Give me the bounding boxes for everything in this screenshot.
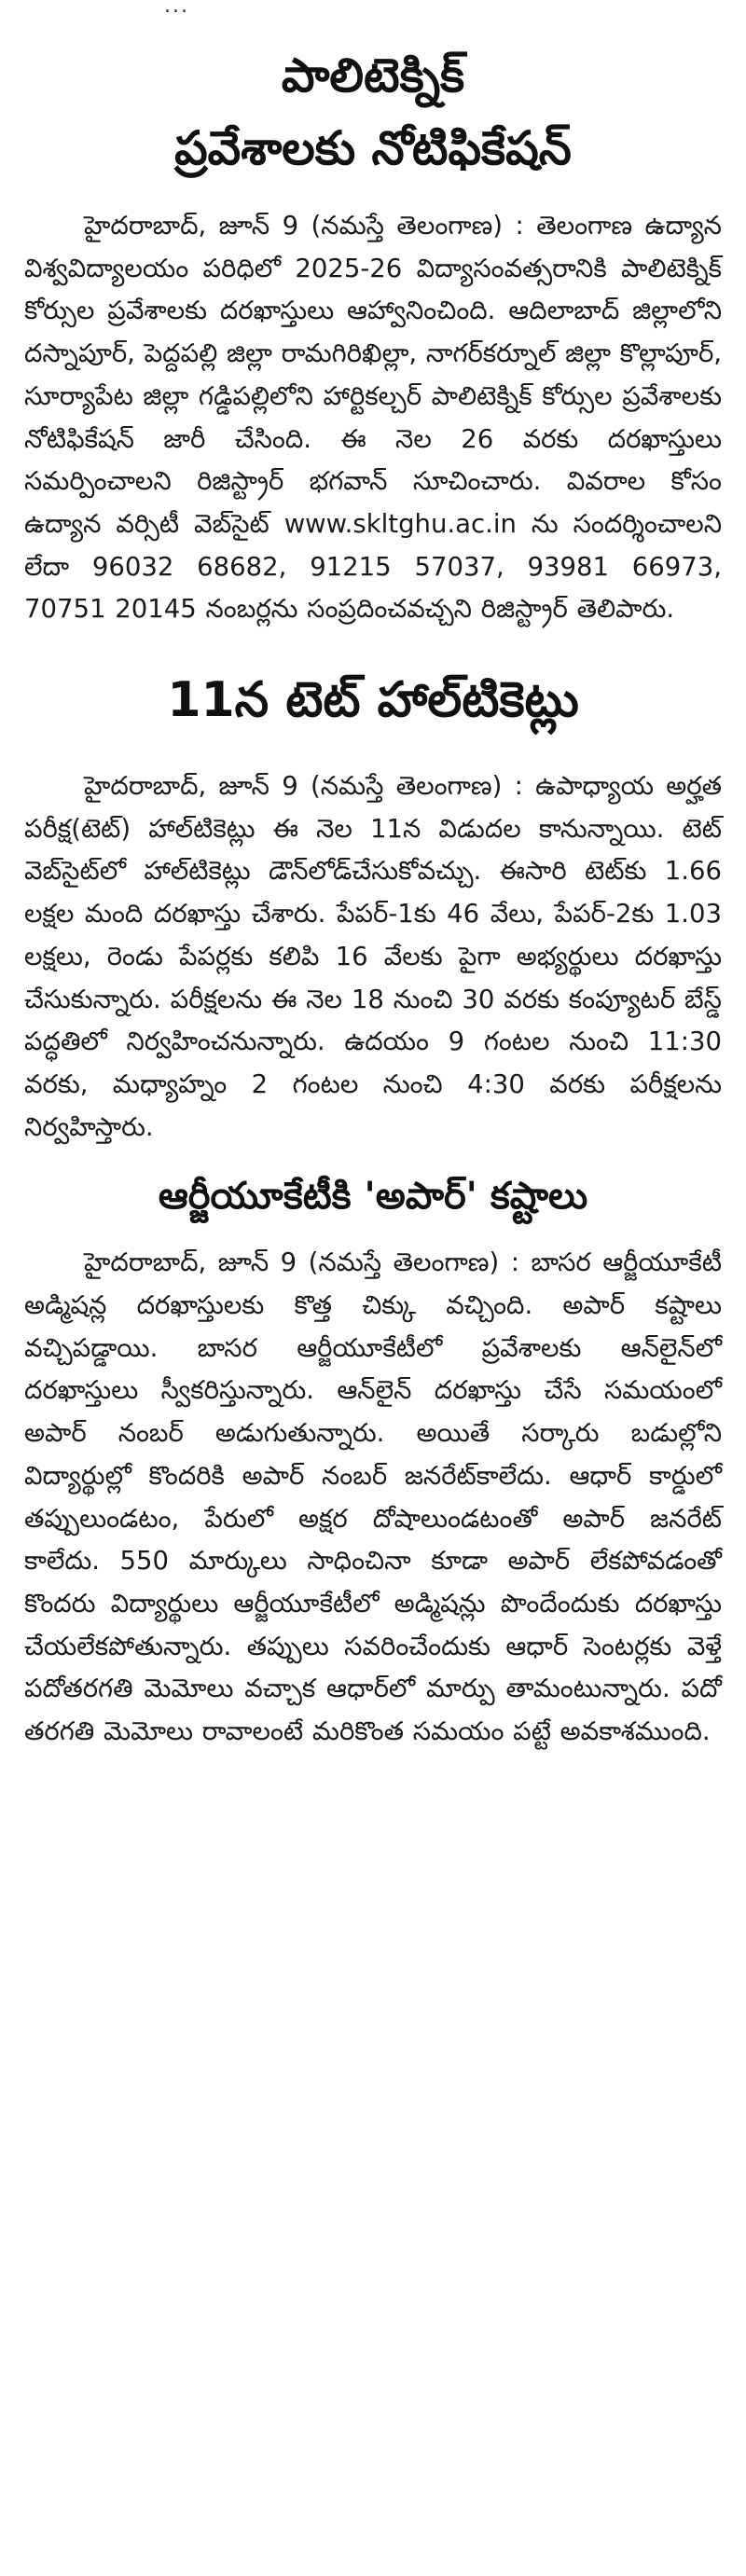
- article-rgukt: [24, 1164, 722, 1753]
- article-tet: [24, 663, 722, 1149]
- headline-polytechnic-line2: ప్రవేశాలకు నోటిఫికేషన్: [174, 121, 572, 175]
- headline-polytechnic-line1: పాలిటెక్నిక్: [281, 48, 465, 103]
- article-body-rgukt: హైదరాబాద్, జూన్ 9 (నమస్తే తెలంగాణ) : బాసర ఆర్జీయూకేటీ అడ్మిషన్ల దరఖాస్తులకు కొత్త చిక్కు వచ్చింది. అపార్ కష్టాలు వచ్చిపడ్డాయి. బాసర ఆర్జీయూకేటీలో ప్రవేశాలకు ఆన్‌లైన్‌లో దరఖాస్తులు స్వీకరిస్తున్నారు. ఆన్‌లైన్ దరఖాస్తు చేసే సమయంలో అపార్ నంబర్ అడుగుతున్నారు. అయితే సర్కారు బడుల్లోని విద్యార్థుల్లో కొందరికి అపార్ నంబర్ జనరేట్‌కాలేదు. ఆధార్ కార్డులో తప్పులుండటం, పేరులో అక్షర దోషాలుండటంతో అపార్ జనరేట్ కాలేదు. 550 మార్కులు సాధించినా కూడా అపార్ లేకపోవడంతో కొందరు విద్యార్థులు ఆర్జీయూకేటీలో అడ్మిషన్లు పొందేందుకు దరఖాస్తు చేయలేకపోతున్నారు. తప్పులు సవరించేందుకు ఆధార్ సెంటర్లకు వెళ్తే పదోతరగతి మెమోలు వచ్చాక ఆధార్‌లో మార్పు తామంటున్నారు. పదో తరగతి మెమోలు రావాలంటే మరికొంత సమయం పట్టే అవకాశముంది.: [24, 1247, 722, 1747]
- headline-tet: 11న టెట్ హాల్‌టికెట్లు: [167, 672, 579, 729]
- article-body-polytechnic: హైదరాబాద్, జూన్ 9 (నమస్తే తెలంగాణ) : తెలంగాణ ఉద్యాన విశ్వవిద్యాలయం పరిధిలో 2025-26 విద్యాసంవత్సరానికి పాలిటెక్నిక్ కోర్సుల ప్రవేశాలకు దరఖాస్తులు ఆహ్వానించింది. ఆదిలాబాద్ జిల్లాలోని దస్నాపూర్, పెద్దపల్లి జిల్లా రామగిరిఖిల్లా, నాగర్‌కర్నూల్ జిల్లా కొల్లాపూర్, సూర్యాపేట జిల్లా గడ్డిపల్లిలోని హార్టికల్చర్ పాలిటెక్నిక్ కోర్సుల ప్రవేశాలకు నోటిఫికేషన్ జారీ చేసింది. ఈ నెల 26 వరకు దరఖాస్తులు సమర్పించాలని రిజిస్ట్రార్ భగవాన్ సూచించారు. వివరాల కోసం ఉద్యాన వర్సిటీ వెబ్‌సైట్ www.skltghu.ac.in ను సందర్శించాలని లేదా 96032 68682, 91215 57037, 93981 66973, 70751 20145 నంబర్లను సంప్రదించవచ్చని రిజిస్ట్రార్ తెలిపారు.: [24, 211, 722, 625]
- article-polytechnic: [24, 39, 722, 631]
- headline-rgukt: ఆర్జీయూకేటీకి 'అపార్' కష్టాలు: [158, 1175, 588, 1219]
- clipped-top-text: ...: [164, 0, 189, 17]
- article-body-tet: హైదరాబాద్, జూన్ 9 (నమస్తే తెలంగాణ) : ఉపాధ్యాయ అర్హత పరీక్ష(టెట్) హాల్‌టికెట్లు ఈ నెల 11న విడుదల కానున్నాయి. టెట్ వెబ్‌సైట్‌లో హాల్‌టికెట్లు డౌన్‌లోడ్‌చేసుకోవచ్చు. ఈసారి టెట్‌కు 1.66 లక్షల మంది దరఖాస్తు చేశారు. పేపర్-1కు 46 వేలు, పేపర్-2కు 1.03 లక్షలు, రెండు పేపర్లకు కలిపి 16 వేలకు పైగా అభ్యర్థులు దరఖాస్తు చేసుకున్నారు. పరీక్షలను ఈ నెల 18 నుంచి 30 వరకు కంప్యూటర్ బేస్డ్ పద్ధతిలో నిర్వహించనున్నారు. ఉదయం 9 గంటల నుంచి 11:30 వరకు, మధ్యాహ్నం 2 గంటల నుంచి 4:30 వరకు పరీక్షలను నిర్వహిస్తారు.: [24, 771, 722, 1142]
